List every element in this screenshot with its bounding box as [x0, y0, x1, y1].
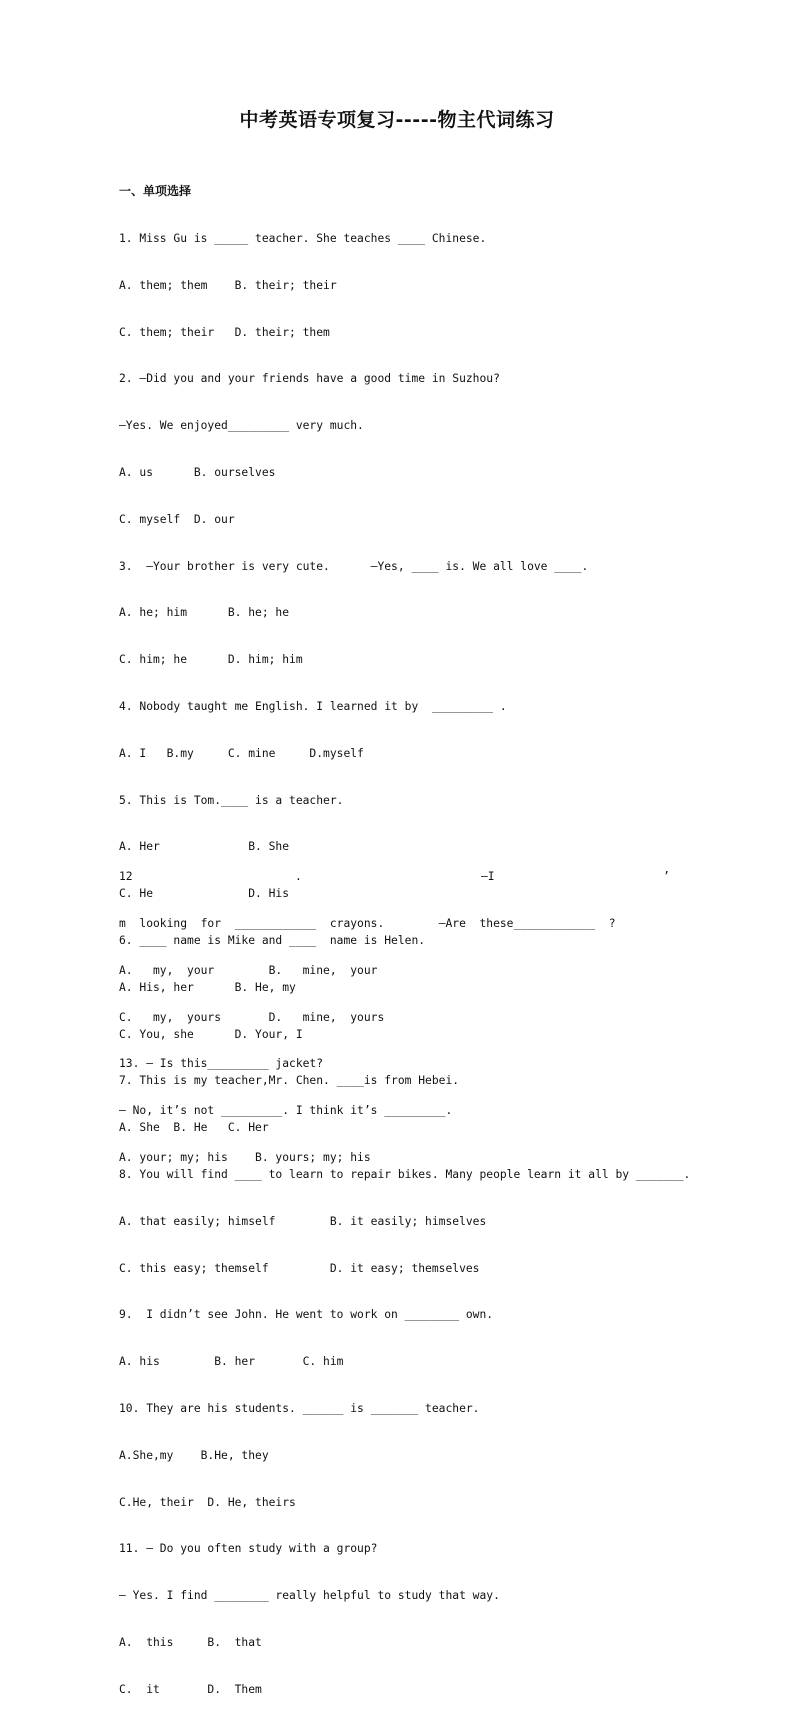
text-line: A. His, her B. He, my [119, 980, 296, 994]
question-list-continued [119, 888, 691, 1195]
text-line: C. myself D. our [119, 512, 235, 526]
text-line: C.He, their D. He, theirs [119, 1495, 296, 1509]
question-number: 12 [119, 870, 133, 883]
page-title: 中考英语专项复习-----物主代词练习 [239, 109, 555, 131]
text-line: A. he; him B. he; he [119, 606, 290, 620]
text-line: 4. Nobody taught me English. I learned it by _________ . [119, 699, 507, 713]
text-line: C. him; he D. him; him [119, 653, 303, 667]
text-line: A. them; them B. their; their [119, 278, 337, 292]
text-line: C. He D. His [119, 887, 290, 901]
text-line: 7. This is my teacher,Mr. Chen. ____is from Hebei. [119, 1074, 460, 1088]
text-line: 6. ____ name is Mike and ____ name is Helen. [119, 933, 426, 947]
text-line: — Yes. I find ________ really helpful to study that way. [119, 1589, 500, 1603]
text-line: A. my, your B. mine, your [119, 963, 378, 977]
text-line: 3. —Your brother is very cute. —Yes, ____ is. We all love ____. [119, 559, 589, 573]
text-line: C. this easy; themself D. it easy; themselves [119, 1261, 480, 1275]
text-line: 8. You will find ____ to learn to repair bikes. Many people learn it all by _______. [119, 1167, 691, 1181]
text-line: A. I B.my C. mine D.myself [119, 746, 364, 760]
text-line: 13. — Is this_________ jacket? [119, 1057, 324, 1071]
text-line: A. your; my; his B. yours; my; his [119, 1150, 371, 1164]
text-line: 9. I didn’t see John. He went to work on ________ own. [119, 1308, 494, 1322]
text-line: m looking for ____________ crayons. —Are these____________ ? [119, 917, 616, 930]
text-line: 5. This is Tom.____ is a teacher. [119, 793, 344, 807]
sentence-period: . [295, 870, 302, 883]
question-12-first-line [119, 867, 679, 888]
text-line: 2. —Did you and your friends have a good time in Suzhou? [119, 372, 500, 386]
section-heading: 一、单项选择 [119, 184, 192, 198]
text-line: A. this B. that [119, 1635, 262, 1649]
text-line: A. us B. ourselves [119, 465, 276, 479]
text-line: A. Her B. She [119, 840, 290, 854]
text-line: A. that easily; himself B. it easily; himselves [119, 1214, 487, 1228]
text-line: C. You, she D. Your, I [119, 1027, 303, 1041]
text-line: C. it D. Them [119, 1682, 262, 1696]
text-line: — No, it’s not _________. I think it’s _________. [119, 1104, 453, 1118]
text-line: —Yes. We enjoyed_________ very much. [119, 419, 364, 433]
text-line: 1. Miss Gu is _____ teacher. She teaches ____ Chinese. [119, 232, 487, 245]
text-line: C. them; their D. their; them [119, 325, 330, 339]
text-line: 11. — Do you often study with a group? [119, 1542, 378, 1556]
dialogue-dash: —I [481, 870, 495, 883]
text-line: 10. They are his students. ______ is _______ teacher. [119, 1401, 480, 1415]
apostrophe: ’ [663, 870, 670, 883]
text-line: A.She,my B.He, they [119, 1448, 269, 1462]
text-line: A. his B. her C. him [119, 1355, 344, 1369]
text-line: C. my, yours D. mine, yours [119, 1010, 385, 1024]
text-line: A. She B. He C. Her [119, 1121, 269, 1135]
